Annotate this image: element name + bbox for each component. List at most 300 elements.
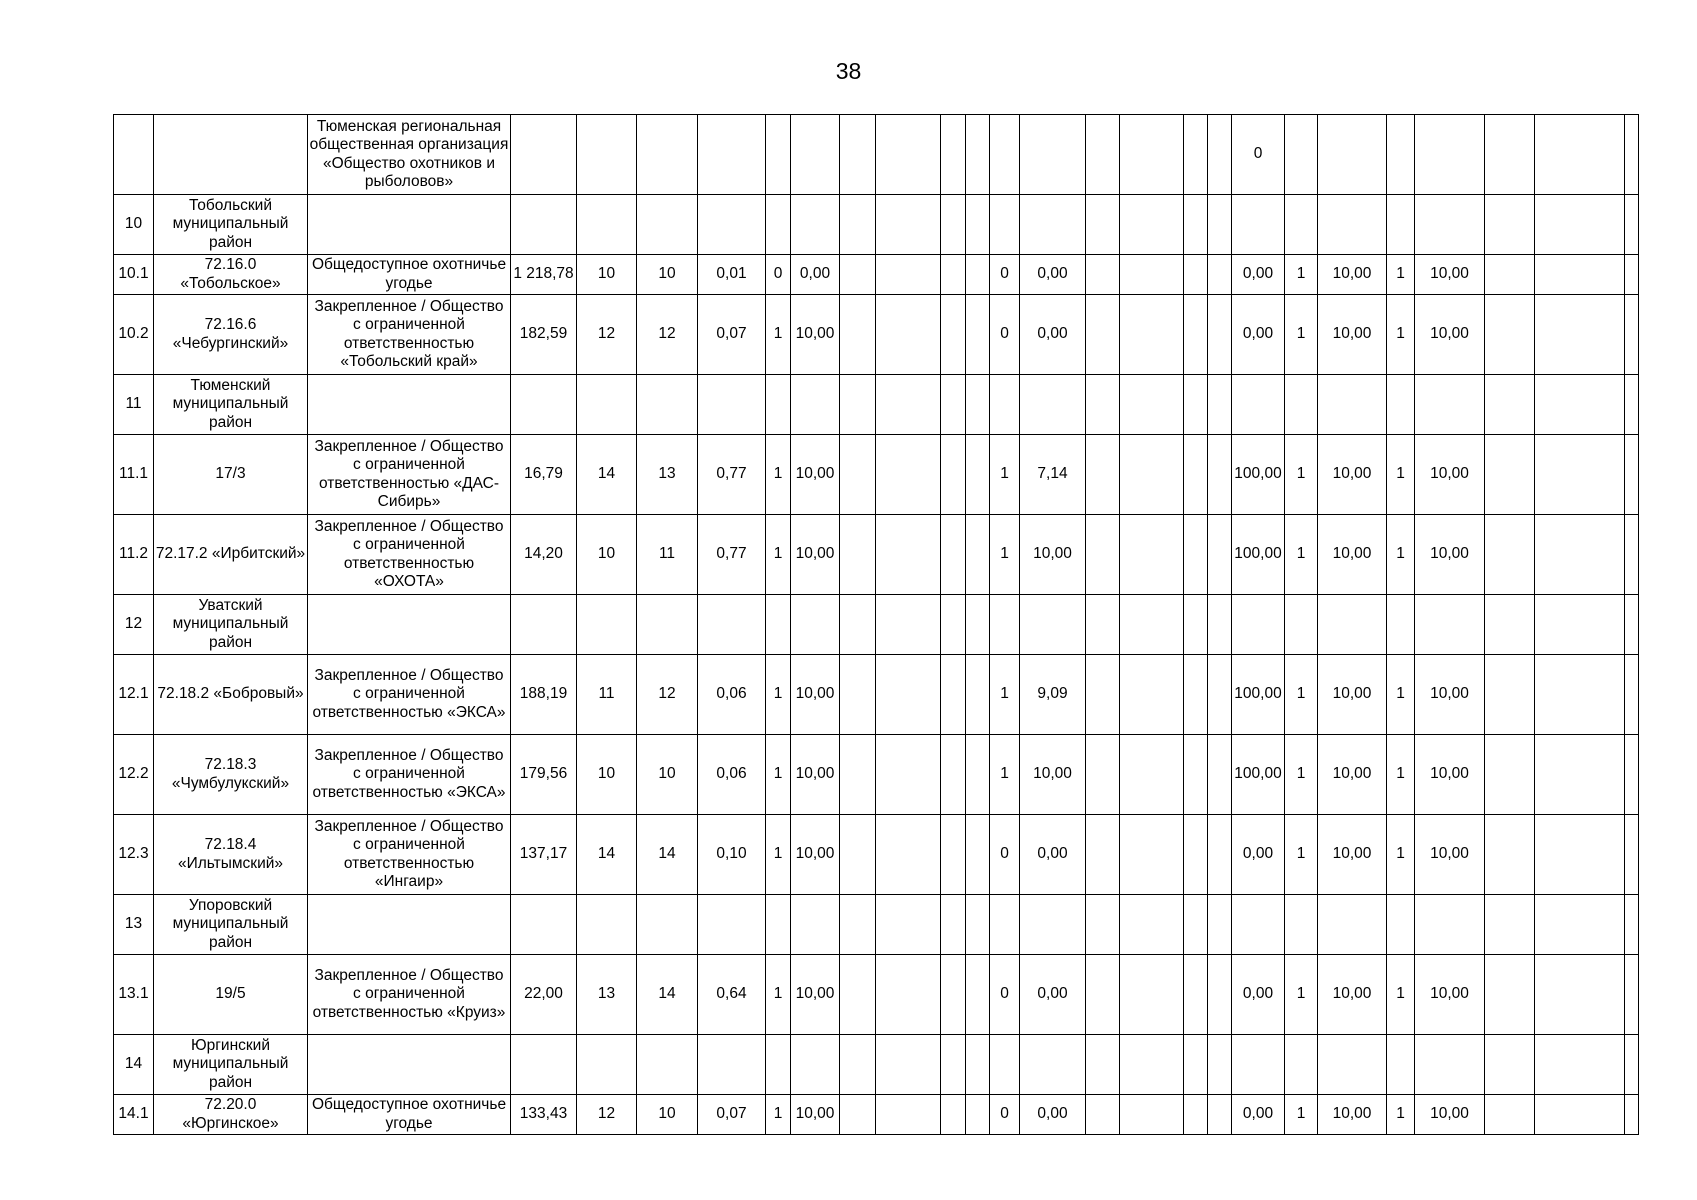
table-cell [1184, 735, 1208, 815]
table-cell: 1 [1285, 255, 1318, 295]
table-cell: Закрепленное / Общество с ограниченной ответственностью «Круиз» [308, 955, 511, 1035]
table-cell [966, 955, 990, 1035]
table-cell: Тобольский муниципальный район [154, 195, 308, 255]
table-cell: 17/3 [154, 435, 308, 515]
table-cell [1120, 515, 1184, 595]
table-cell [966, 735, 990, 815]
table-cell [1120, 595, 1184, 655]
table-cell: 137,17 [511, 815, 577, 895]
table-cell [840, 815, 876, 895]
table-cell [1625, 1035, 1639, 1095]
table-cell [1208, 515, 1232, 595]
table-cell [966, 295, 990, 375]
table-cell [840, 515, 876, 595]
table-cell [1086, 115, 1120, 195]
table-cell: 72.16.6 «Чебургинский» [154, 295, 308, 375]
table-cell [1120, 295, 1184, 375]
table-cell [1387, 595, 1415, 655]
table-cell [1485, 255, 1535, 295]
table-cell [1625, 1095, 1639, 1135]
table-cell [1535, 815, 1625, 895]
table-cell: 0,00 [1020, 1095, 1086, 1135]
table-cell: 12.2 [114, 735, 154, 815]
table-cell [766, 1035, 791, 1095]
table-cell [511, 375, 577, 435]
table-cell [1208, 1035, 1232, 1095]
table-row [114, 295, 1639, 375]
table-cell: 22,00 [511, 955, 577, 1035]
table-cell [1086, 595, 1120, 655]
table-cell: Общедоступное охотничье угодье [308, 1095, 511, 1135]
table-cell: 13 [114, 895, 154, 955]
table-cell [511, 595, 577, 655]
table-cell: 72.18.4 «Ильтымский» [154, 815, 308, 895]
table-cell [1086, 515, 1120, 595]
table-cell [637, 1035, 698, 1095]
table-cell [840, 195, 876, 255]
table-cell: 1 [1387, 515, 1415, 595]
table-cell [1625, 435, 1639, 515]
table-cell [1086, 1095, 1120, 1135]
table-cell: 72.18.3 «Чумбулукский» [154, 735, 308, 815]
table-cell [1020, 195, 1086, 255]
table-cell [1086, 1035, 1120, 1095]
table-cell [1020, 375, 1086, 435]
table-cell [1020, 595, 1086, 655]
table-cell [966, 255, 990, 295]
table-cell [1485, 195, 1535, 255]
table-row [114, 1095, 1639, 1135]
table-row [114, 515, 1639, 595]
table-cell [966, 435, 990, 515]
table-cell [876, 815, 941, 895]
table-cell [698, 115, 766, 195]
table-cell [840, 735, 876, 815]
table-cell: 0 [990, 295, 1020, 375]
table-cell [966, 375, 990, 435]
table-cell [1318, 1035, 1387, 1095]
table-cell: 1 [1285, 1095, 1318, 1135]
table-cell [1232, 895, 1285, 955]
table-row [114, 115, 1639, 195]
table-cell: 14 [637, 815, 698, 895]
table-cell: 0 [1232, 115, 1285, 195]
table-cell [1020, 115, 1086, 195]
table-cell: 10,00 [1415, 1095, 1485, 1135]
table-cell: 0,64 [698, 955, 766, 1035]
table-cell [876, 375, 941, 435]
table-cell: 14 [114, 1035, 154, 1095]
table-cell: 0 [990, 1095, 1020, 1135]
table-cell [1485, 1035, 1535, 1095]
table-cell [1625, 815, 1639, 895]
table-row [114, 955, 1639, 1035]
table-cell: 1 [1285, 515, 1318, 595]
table-cell [941, 955, 966, 1035]
table-cell [1318, 595, 1387, 655]
table-cell: Упоровский муниципальный район [154, 895, 308, 955]
table-cell [1232, 1035, 1285, 1095]
table-cell: Юргинский муниципальный район [154, 1035, 308, 1095]
table-cell [637, 895, 698, 955]
table-cell [840, 895, 876, 955]
table-cell: 0,00 [1020, 815, 1086, 895]
table-cell: 10,00 [791, 655, 840, 735]
table-cell [511, 1035, 577, 1095]
table-cell: 12.3 [114, 815, 154, 895]
table-cell [1208, 955, 1232, 1035]
table-cell [1387, 1035, 1415, 1095]
table-cell: 12 [577, 1095, 637, 1135]
table-cell [1120, 815, 1184, 895]
table-cell [966, 1095, 990, 1135]
table-cell: 182,59 [511, 295, 577, 375]
table-cell [791, 595, 840, 655]
table-cell [791, 895, 840, 955]
table-cell: 1 [1285, 815, 1318, 895]
table-cell: 0 [990, 255, 1020, 295]
table-cell [1485, 655, 1535, 735]
table-cell [1535, 295, 1625, 375]
table-cell [698, 595, 766, 655]
table-cell [966, 815, 990, 895]
table-cell [1184, 595, 1208, 655]
table-cell [941, 1095, 966, 1135]
table-cell: 1 [990, 655, 1020, 735]
table-cell [1535, 515, 1625, 595]
table-cell [1184, 195, 1208, 255]
table-cell: 10,00 [1415, 255, 1485, 295]
table-cell [990, 1035, 1020, 1095]
table-cell [1208, 655, 1232, 735]
table-row [114, 815, 1639, 895]
table-cell [1120, 655, 1184, 735]
table-cell [941, 515, 966, 595]
table-cell: 11 [114, 375, 154, 435]
table-cell [1387, 895, 1415, 955]
table-cell [966, 595, 990, 655]
table-cell: 16,79 [511, 435, 577, 515]
table-cell: 10,00 [1318, 815, 1387, 895]
table-cell: Уватский муниципальный район [154, 595, 308, 655]
table-cell: 12 [637, 295, 698, 375]
table-cell: 10,00 [1318, 295, 1387, 375]
table-cell: 10,00 [1318, 735, 1387, 815]
table-cell: 1 [1387, 295, 1415, 375]
table-cell [1318, 115, 1387, 195]
table-cell: 10,00 [791, 1095, 840, 1135]
table-cell: 10,00 [791, 955, 840, 1035]
table-cell [1535, 1095, 1625, 1135]
table-cell [966, 515, 990, 595]
table-cell: 10,00 [791, 435, 840, 515]
table-cell [511, 115, 577, 195]
table-cell: 14 [637, 955, 698, 1035]
table-cell [1208, 255, 1232, 295]
table-cell [1208, 435, 1232, 515]
table-cell [941, 375, 966, 435]
table-cell: 10,00 [1318, 255, 1387, 295]
table-cell [1535, 255, 1625, 295]
table-cell [876, 115, 941, 195]
table-cell [698, 895, 766, 955]
table-cell [1086, 955, 1120, 1035]
table-cell [1485, 375, 1535, 435]
table-cell [1184, 815, 1208, 895]
table-cell [990, 195, 1020, 255]
table-cell [1535, 955, 1625, 1035]
table-cell [941, 195, 966, 255]
table-cell: 10,00 [791, 515, 840, 595]
table-cell: 10,00 [791, 295, 840, 375]
table-cell [511, 895, 577, 955]
table-cell: Тюменский муниципальный район [154, 375, 308, 435]
table-cell [1020, 895, 1086, 955]
table-cell: 0,00 [1232, 255, 1285, 295]
table-cell [1184, 655, 1208, 735]
table-cell: 19/5 [154, 955, 308, 1035]
table-cell: 1 [1285, 655, 1318, 735]
table-cell: 1 218,78 [511, 255, 577, 295]
table-cell: 1 [1387, 255, 1415, 295]
table-cell [840, 1095, 876, 1135]
table-cell [1120, 115, 1184, 195]
table-cell: 0,00 [1232, 295, 1285, 375]
table-cell [1086, 375, 1120, 435]
table-cell [1232, 595, 1285, 655]
table-cell: 11.2 [114, 515, 154, 595]
table-cell [1535, 655, 1625, 735]
table-cell [941, 255, 966, 295]
table-cell [876, 1095, 941, 1135]
table-cell: 100,00 [1232, 515, 1285, 595]
table-cell: 1 [766, 1095, 791, 1135]
table-cell: 1 [1387, 1095, 1415, 1135]
table-cell [941, 435, 966, 515]
table-cell [698, 195, 766, 255]
table-cell [791, 115, 840, 195]
table-cell: 1 [766, 295, 791, 375]
table-cell: 10,00 [1318, 955, 1387, 1035]
table-cell [1120, 435, 1184, 515]
table-cell: 10 [637, 1095, 698, 1135]
table-cell [1625, 595, 1639, 655]
table-cell [966, 195, 990, 255]
table-cell [791, 195, 840, 255]
table-cell [1086, 255, 1120, 295]
table-cell [840, 595, 876, 655]
table-cell [840, 375, 876, 435]
table-cell [1086, 195, 1120, 255]
table-cell: 0 [766, 255, 791, 295]
table-cell: 10,00 [1020, 735, 1086, 815]
table-cell: 14,20 [511, 515, 577, 595]
table-cell [766, 595, 791, 655]
table-cell: 13 [637, 435, 698, 515]
table-cell: 10,00 [1415, 295, 1485, 375]
table-cell: 12 [577, 295, 637, 375]
table-cell: 10,00 [1415, 955, 1485, 1035]
table-cell [1625, 735, 1639, 815]
table-cell [1485, 435, 1535, 515]
table-cell [1208, 815, 1232, 895]
table-cell: 10 [577, 255, 637, 295]
table-cell [840, 1035, 876, 1095]
table-cell [1535, 1035, 1625, 1095]
table-cell [1184, 1095, 1208, 1135]
table-cell [1208, 1095, 1232, 1135]
table-cell [1535, 595, 1625, 655]
table-cell [766, 195, 791, 255]
table-cell [1485, 815, 1535, 895]
table-cell: Закрепленное / Общество с ограниченной ответственностью «ЭКСА» [308, 655, 511, 735]
table-row [114, 1035, 1639, 1095]
table-cell [941, 115, 966, 195]
table-cell [876, 435, 941, 515]
table-cell: 10,00 [1318, 1095, 1387, 1135]
table-cell [1485, 115, 1535, 195]
table-cell [876, 515, 941, 595]
table-cell: 0,00 [1020, 295, 1086, 375]
table-cell [1020, 1035, 1086, 1095]
table-cell [1184, 435, 1208, 515]
table-cell: 10 [637, 735, 698, 815]
table-cell [1184, 1035, 1208, 1095]
table-cell [941, 295, 966, 375]
table-row [114, 435, 1639, 515]
table-cell [1625, 375, 1639, 435]
table-cell: 10,00 [1415, 435, 1485, 515]
table-cell [1625, 955, 1639, 1035]
table-cell [1318, 195, 1387, 255]
table-cell [1625, 895, 1639, 955]
table-cell: 0,00 [1020, 255, 1086, 295]
table-cell [1086, 435, 1120, 515]
table-cell [876, 195, 941, 255]
table-cell [990, 115, 1020, 195]
table-cell [1232, 375, 1285, 435]
table-cell: 0,77 [698, 435, 766, 515]
table-cell: 10,00 [1415, 655, 1485, 735]
table-cell: 10,00 [1318, 435, 1387, 515]
table-cell: 11 [577, 655, 637, 735]
table-cell [1285, 375, 1318, 435]
table-cell: 1 [1285, 435, 1318, 515]
table-cell [577, 375, 637, 435]
table-row [114, 595, 1639, 655]
table-cell: 1 [1387, 435, 1415, 515]
table-cell [1415, 1035, 1485, 1095]
hunting-grounds-table [113, 114, 1639, 1135]
table-cell: 1 [766, 815, 791, 895]
table-cell: 1 [990, 735, 1020, 815]
table-cell: 0,01 [698, 255, 766, 295]
table-cell: 14 [577, 815, 637, 895]
table-cell: 10,00 [1415, 815, 1485, 895]
table-cell: 0 [990, 815, 1020, 895]
table-cell: 1 [1387, 815, 1415, 895]
table-row [114, 255, 1639, 295]
table-cell [1208, 195, 1232, 255]
table-cell [876, 955, 941, 1035]
table-cell: 0 [990, 955, 1020, 1035]
table-cell [1285, 895, 1318, 955]
table-row [114, 375, 1639, 435]
table-cell [1120, 375, 1184, 435]
table-cell [990, 895, 1020, 955]
table-cell: 1 [766, 735, 791, 815]
table-cell: 100,00 [1232, 435, 1285, 515]
table-cell: 179,56 [511, 735, 577, 815]
table-cell [1485, 515, 1535, 595]
table-cell: 10,00 [1318, 655, 1387, 735]
table-cell [966, 1035, 990, 1095]
table-cell [577, 115, 637, 195]
table-cell [791, 375, 840, 435]
table-cell: 9,09 [1020, 655, 1086, 735]
table-cell [941, 1035, 966, 1095]
table-cell [1485, 735, 1535, 815]
table-cell: 133,43 [511, 1095, 577, 1135]
table-cell [1535, 115, 1625, 195]
table-cell: 13.1 [114, 955, 154, 1035]
table-cell [1086, 295, 1120, 375]
table-cell: 13 [577, 955, 637, 1035]
table-cell [1318, 375, 1387, 435]
table-cell: 1 [1387, 655, 1415, 735]
table-cell [840, 295, 876, 375]
table-cell [966, 895, 990, 955]
table-cell [1485, 1095, 1535, 1135]
table-cell [1387, 115, 1415, 195]
table-cell: 10 [577, 735, 637, 815]
table-row [114, 735, 1639, 815]
table-cell [1184, 955, 1208, 1035]
table-cell: 10,00 [1415, 515, 1485, 595]
table-cell: Общедоступное охотничье угодье [308, 255, 511, 295]
table-cell: Закрепленное / Общество с ограниченной ответственностью «ДАС-Сибирь» [308, 435, 511, 515]
table-cell [766, 115, 791, 195]
table-cell: 11 [637, 515, 698, 595]
table-cell [1086, 735, 1120, 815]
table-cell [1415, 195, 1485, 255]
table-cell: 0,00 [1020, 955, 1086, 1035]
table-cell: 7,14 [1020, 435, 1086, 515]
table-cell: 0,07 [698, 295, 766, 375]
table-cell [1208, 595, 1232, 655]
table-cell: 0,06 [698, 655, 766, 735]
table-cell [941, 895, 966, 955]
table-cell: Закрепленное / Общество с ограниченной ответственностью «Тобольский край» [308, 295, 511, 375]
table-cell: 0,00 [1232, 815, 1285, 895]
table-cell [1208, 735, 1232, 815]
table-row [114, 895, 1639, 955]
table-cell: 10 [577, 515, 637, 595]
table-cell: 1 [766, 655, 791, 735]
table-cell [1184, 375, 1208, 435]
table-cell: 72.16.0 «Тобольское» [154, 255, 308, 295]
table-cell [1535, 195, 1625, 255]
table-cell [637, 375, 698, 435]
table-cell: 12 [637, 655, 698, 735]
table-cell [637, 195, 698, 255]
table-cell: 100,00 [1232, 735, 1285, 815]
table-cell: 1 [990, 435, 1020, 515]
table-cell [1285, 195, 1318, 255]
table-cell [1208, 375, 1232, 435]
table-cell [511, 195, 577, 255]
table-cell [791, 1035, 840, 1095]
